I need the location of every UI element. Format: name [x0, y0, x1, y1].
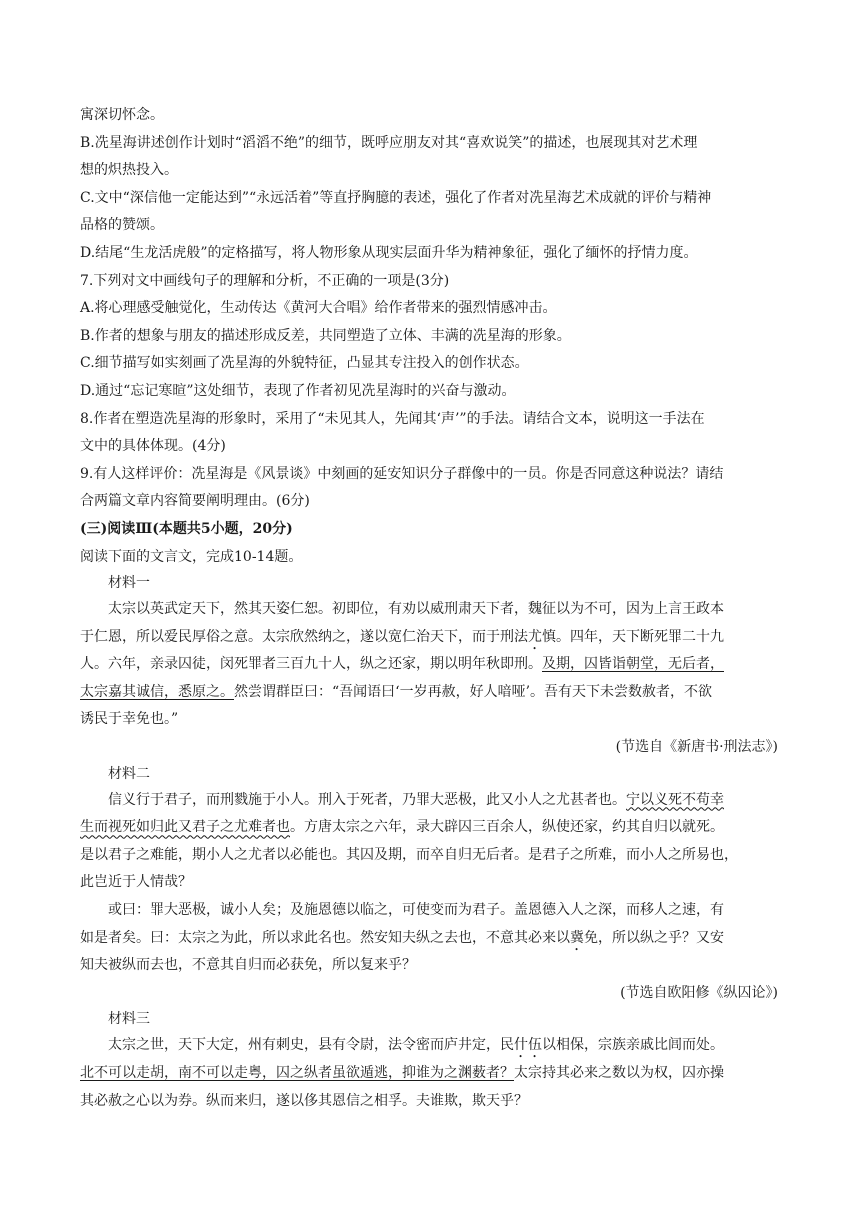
m1-line-4 — [80, 679, 780, 707]
m1-line-5 — [80, 706, 780, 734]
m1-text: 人。六年，亲录囚徒，闵死罪者三百九十人，纵之还家，期以明年秋即刑。 — [80, 656, 542, 673]
material-2-text — [80, 787, 780, 980]
m1-text: 慎。四年，天下断死罪二十九 — [542, 628, 724, 645]
question-8-continued: 文中的具体体现。(4分) — [80, 438, 226, 455]
q6-option-c-continued: 品格的赞颂。 — [80, 217, 164, 234]
m3-line-1 — [80, 1032, 780, 1060]
m2-text: 信义行于君子，而刑戮施于小人。刑入于死者，乃罪大恶极，此又小人之尤甚者也。 — [108, 791, 626, 808]
q6-option-d: D.结尾“生龙活虎般”的定格描写，将人物形象从现实层面升华为精神象征，强化了缅怀的抒情力度。 — [80, 244, 698, 261]
m3-text: 以相保，宗族亲戚比闾而处。 — [542, 1037, 724, 1054]
m2-line-2 — [80, 814, 780, 842]
material-1-source: (节选自《新唐书·刑法志》) — [615, 739, 778, 756]
m2-text: 是以君子之难能，期小人之尤者以必能也。其囚及期，而卒自归无后者。是君子之所难，而小人之所易也， — [80, 846, 738, 863]
m2-dotted-char: 冀 — [570, 929, 584, 946]
section-3-heading: (三)阅读Ⅲ(本题共5小题，20分) — [80, 520, 293, 537]
m3-line-2 — [80, 1060, 780, 1088]
m2-wavy-sentence: 生而视死如归此又君子之尤难者也 — [80, 819, 290, 836]
m3-text: 太宗持其必来之数以为权，囚亦操 — [514, 1065, 724, 1081]
m1-line-2 — [80, 624, 780, 652]
m2-text: 如是者矣。曰：太宗之为此，所以求此名也。然安知夫纵之去也，不意其必来以 — [80, 929, 570, 946]
m3-dotted-chars: 什伍 — [514, 1037, 542, 1054]
m1-line-3 — [80, 651, 780, 679]
m2-line-4 — [80, 869, 780, 897]
m1-text: 诱民于幸免也。” — [80, 711, 179, 728]
m1-text: 于仁恩，所以爱民厚俗之意。太宗欣然纳之，遂以宽仁治天下，而于刑法 — [80, 628, 528, 645]
material-1-label: 材料一 — [108, 575, 150, 592]
m3-line-3 — [80, 1088, 780, 1116]
q6-option-b: B.冼星海讲述创作计划时“滔滔不绝”的细节，既呼应朋友对其“喜欢说笑”的描述，也展现其对艺术理 — [80, 134, 698, 151]
m1-underlined-sentence: 太宗嘉其诚信，悉原之。 — [80, 683, 234, 700]
material-2-label: 材料二 — [108, 765, 150, 782]
m1-text: 太宗以英武定天下，然其天姿仁恕。初即位，有劝以威刑肃天下者，魏征以为不可，因为上言王政本 — [108, 601, 724, 618]
m1-text: 然尝谓群臣曰：“吾闻语曰‘一岁再赦，好人喑哑’。吾有天下未尝数赦者，不欲 — [234, 683, 713, 700]
m2-line-6 — [80, 925, 780, 953]
q6-option-c: C.文中“深信他一定能达到”“永远活着”等直抒胸臆的表述，强化了作者对冼星海艺术成就的评价与精神 — [80, 189, 712, 206]
document-page — [80, 102, 780, 1115]
m2-line-5 — [80, 897, 780, 925]
q7-option-b: B.作者的想象与朋友的描述形成反差，共同塑造了立体、丰满的冼星海的形象。 — [80, 327, 571, 344]
q7-option-c: C.细节描写如实刻画了冼星海的外貌特征，凸显其专注投入的创作状态。 — [80, 355, 529, 372]
m3-underlined-sentence: 北不可以走胡，南不可以走粤，囚之纵者虽欲遁逃，抑谁为之渊薮者？ — [80, 1065, 514, 1081]
m1-dotted-char: 尤 — [528, 628, 542, 645]
q6-option-b-continued: 想的炽热投入。 — [80, 162, 178, 179]
m3-text: 其必赦之心以为券。纵而来归，遂以侈其恩信之相孚。夫谁欺，欺天乎？ — [80, 1092, 528, 1109]
material-3-label: 材料三 — [108, 1011, 150, 1028]
m1-line-1 — [80, 596, 780, 624]
m2-line-3 — [80, 842, 780, 870]
m2-text: 此岂近于人情哉？ — [80, 874, 192, 891]
question-7: 7.下列对文中画线句子的理解和分析，不正确的一项是(3分) — [80, 272, 450, 289]
m2-text: 或曰：罪大恶极，诚小人矣；及施恩德以临之，可使变而为君子。盖恩德入人之深，而移人之速，有 — [108, 902, 724, 919]
question-8: 8.作者在塑造冼星海的形象时，采用了“未见其人，先闻其‘声’”的手法。请结合文本，说明这一手法在 — [80, 410, 705, 427]
m3-text: 太宗之世，天下大定，州有刺史，县有令尉，法令密而庐井定，民 — [108, 1037, 514, 1054]
q7-option-a: A.将心理感受触觉化，生动传达《黄河大合唱》给作者带来的强烈情感冲击。 — [80, 300, 557, 317]
q7-option-d: D.通过“忘记寒暄”这处细节，表现了作者初见冼星海时的兴奋与激动。 — [80, 382, 516, 399]
m1-underlined-sentence: 及期，囚皆诣朝堂，无后者， — [542, 656, 724, 673]
m2-text: 免，所以纵之乎？又安 — [584, 929, 724, 946]
section-3-intro: 阅读下面的文言文，完成10-14题。 — [80, 548, 303, 565]
material-2-source: (节选自欧阳修《纵囚论》) — [620, 984, 778, 1001]
q6-option-a-continued: 寓深切怀念。 — [80, 107, 164, 123]
m2-text: 。方唐太宗之六年，录大辟囚三百余人，纵使还家，约其自归以就死。 — [290, 819, 724, 836]
material-1-text — [80, 596, 780, 734]
m2-text: 知夫被纵而去也，不意其自归而必获免，所以复来乎？ — [80, 957, 416, 974]
material-3-text — [80, 1032, 780, 1115]
question-9: 9.有人这样评价：冼星海是《风景谈》中刻画的延安知识分子群像中的一员。你是否同意这种说法？请结 — [80, 465, 724, 482]
m2-line-7 — [80, 952, 780, 980]
m2-wavy-sentence: 宁以义死不苟幸 — [626, 791, 724, 808]
question-9-continued: 合两篇文章内容简要阐明理由。(6分) — [80, 493, 310, 510]
m2-line-1 — [80, 787, 780, 815]
